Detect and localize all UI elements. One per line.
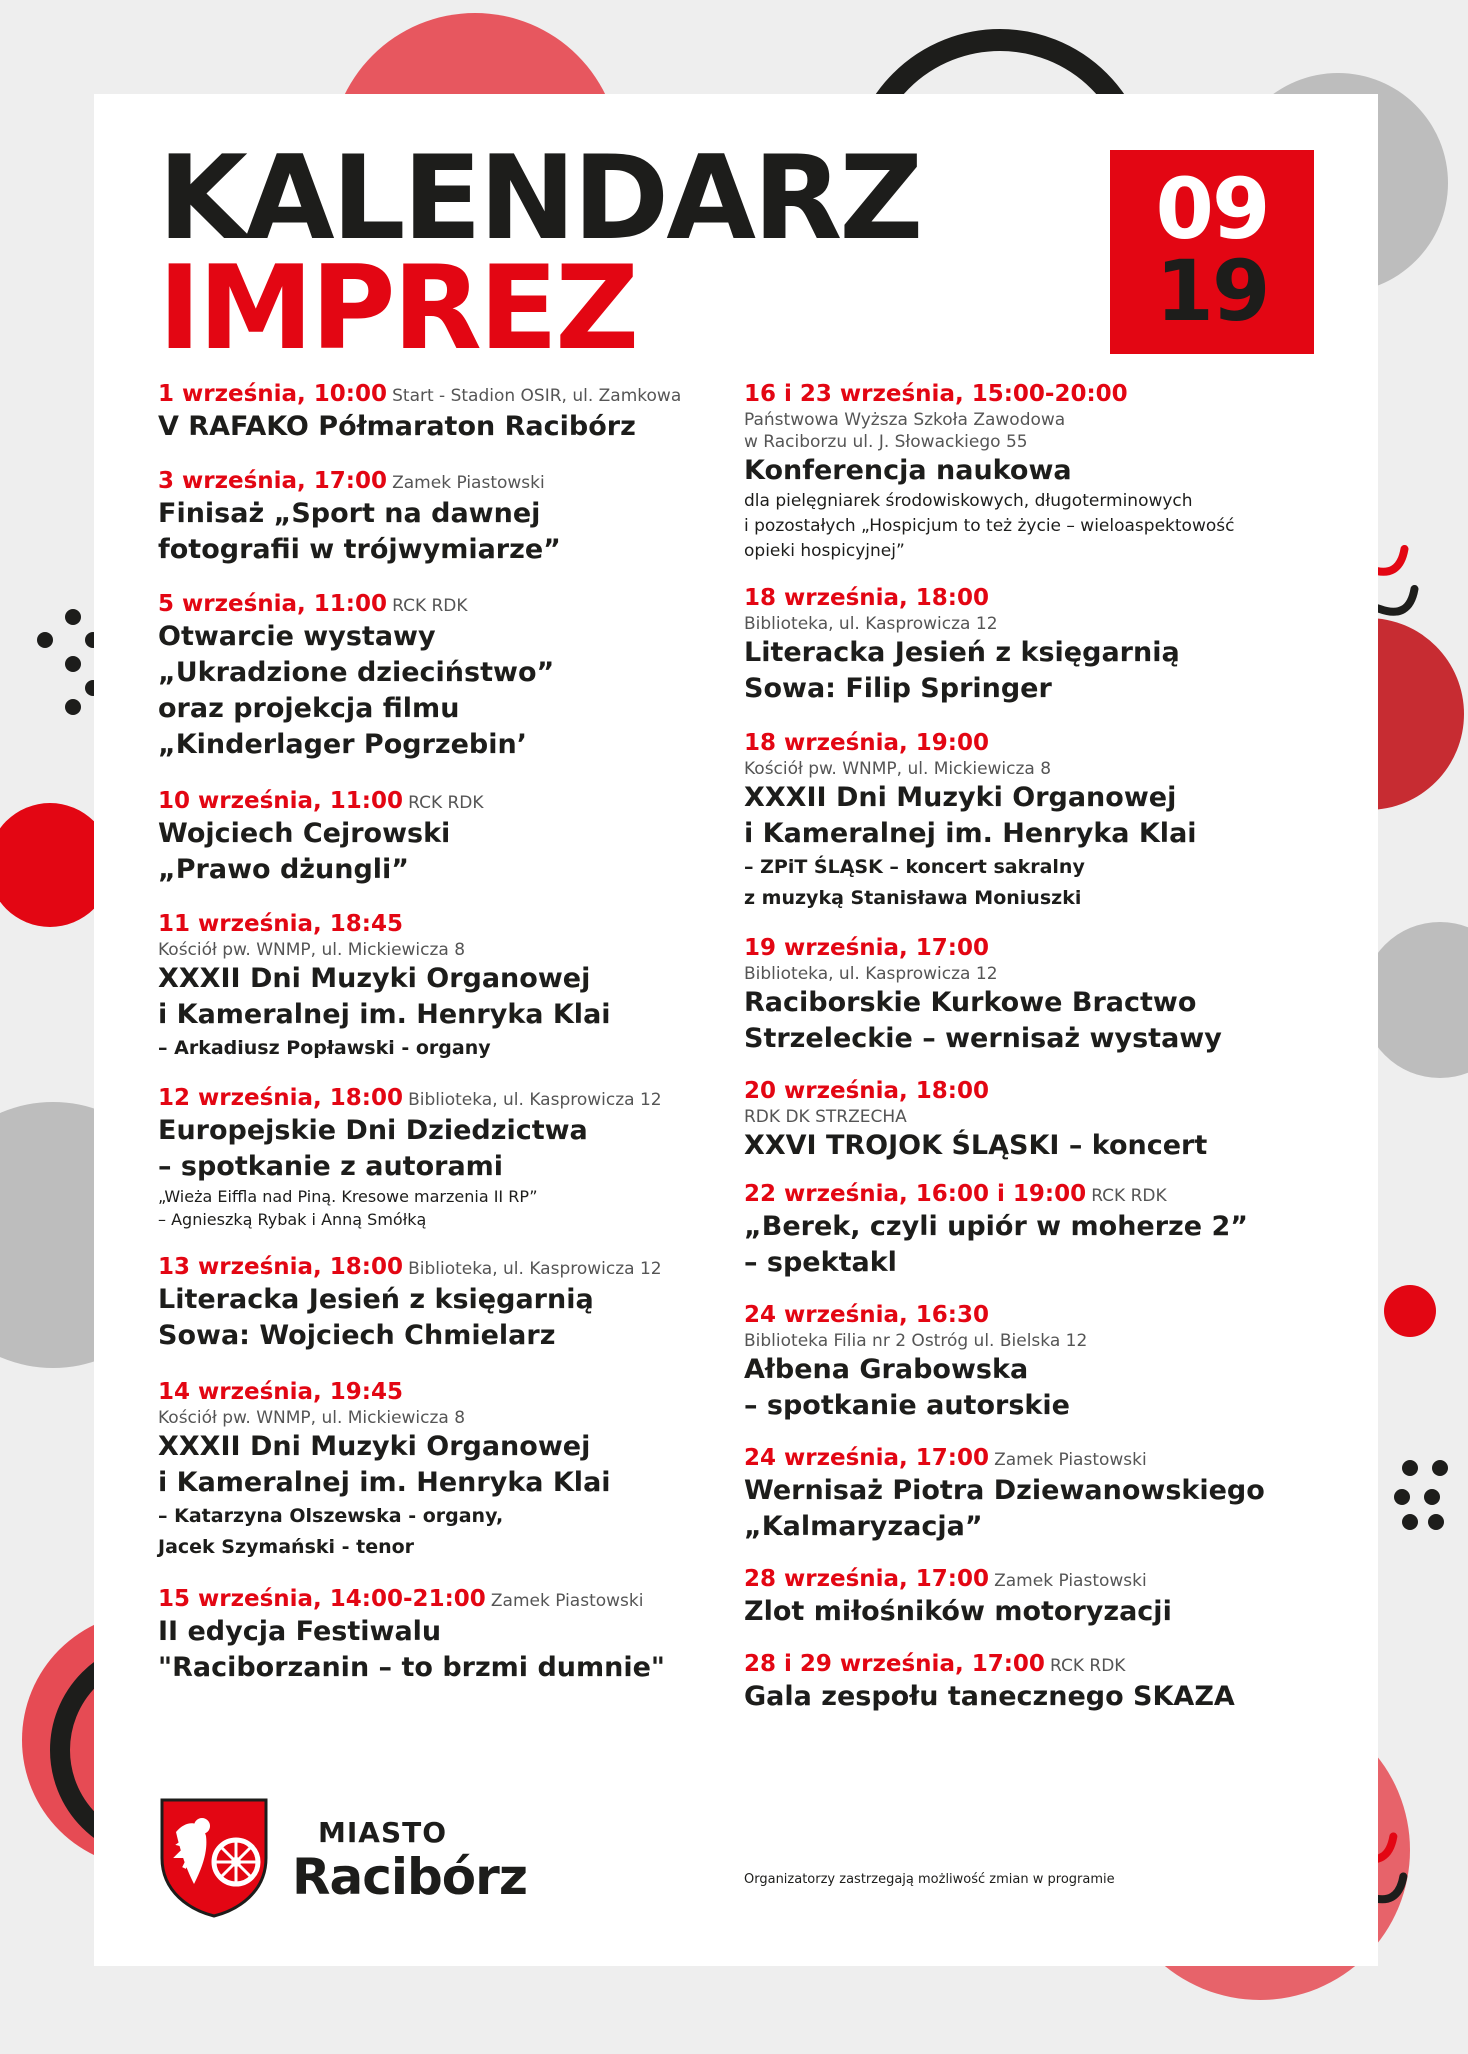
event-header — [744, 1077, 1324, 1106]
raciborz-coat-of-arms-icon — [158, 1796, 270, 1918]
event-title: XXXII Dni Muzyki Organowej i Kameralnej im. Henryka Klai — [158, 963, 611, 1030]
event-header — [744, 729, 1324, 758]
logo-line-2: Racibórz — [292, 1848, 527, 1906]
event-date: 16 i 23 września, 15:00-20:00 — [744, 381, 1128, 407]
event-date: 1 września, 10:00 — [158, 381, 388, 407]
event-header — [158, 910, 718, 939]
event-venue: Państwowa Wyższa Szkoła Zawodowa w Raciborzu ul. J. Słowackiego 55 — [744, 410, 1066, 452]
event-title: Literacka Jesień z księgarnią Sowa: Wojciech Chmielarz — [158, 1284, 594, 1351]
event-item — [744, 934, 1324, 1057]
event-item — [744, 1650, 1324, 1715]
event-title: XXVI TROJOK ŚLĄSKI – koncert — [744, 1130, 1208, 1161]
event-venue: Kościół pw. WNMP, ul. Mickiewicza 8 — [158, 940, 466, 960]
title-line-2: IMPREZ — [158, 241, 637, 376]
event-header — [744, 584, 1324, 613]
event-date: 22 września, 16:00 i 19:00 — [744, 1181, 1087, 1207]
event-header — [744, 934, 1324, 963]
event-date: 11 września, 18:45 — [158, 911, 404, 937]
event-venue: RCK RDK — [392, 596, 468, 616]
event-title: Europejskie Dni Dziedzictwa – spotkanie z autorami — [158, 1115, 588, 1182]
event-item — [158, 1378, 718, 1563]
event-item — [158, 1585, 718, 1686]
event-header — [158, 1585, 718, 1614]
event-subtitle: – Katarzyna Olszewska - organy, Jacek Szymański - tenor — [158, 1505, 504, 1558]
event-title: Konferencja naukowa — [744, 455, 1072, 486]
event-date: 12 września, 18:00 — [158, 1085, 404, 1111]
month-year-badge — [1110, 150, 1314, 354]
event-date: 14 września, 19:45 — [158, 1379, 404, 1405]
event-venue: Zamek Piastowski — [994, 1450, 1147, 1470]
event-header — [158, 787, 718, 816]
month: 09 — [1155, 160, 1269, 258]
event-header — [744, 1180, 1324, 1209]
event-header — [744, 1565, 1324, 1594]
event-date: 20 września, 18:00 — [744, 1078, 990, 1104]
event-header — [158, 1084, 718, 1113]
poster-card — [94, 94, 1378, 1966]
event-header — [744, 1650, 1324, 1679]
event-date: 18 września, 18:00 — [744, 585, 990, 611]
event-title: V RAFAKO Półmaraton Racibórz — [158, 411, 636, 442]
event-venue: Zamek Piastowski — [392, 473, 545, 493]
event-date: 3 września, 17:00 — [158, 468, 388, 494]
city-logo — [158, 1796, 558, 1916]
event-item — [744, 1444, 1324, 1545]
poster-title — [158, 131, 921, 376]
event-venue: RCK RDK — [1050, 1656, 1126, 1676]
event-date: 10 września, 11:00 — [158, 788, 404, 814]
event-title: „Berek, czyli upiór w moherze 2” – spektakl — [744, 1211, 1249, 1278]
event-date: 28 i 29 września, 17:00 — [744, 1651, 1045, 1677]
event-venue: Zamek Piastowski — [994, 1571, 1147, 1591]
event-date: 15 września, 14:00-21:00 — [158, 1586, 486, 1612]
event-item — [744, 729, 1324, 914]
event-item — [744, 1077, 1324, 1164]
event-item — [158, 1084, 718, 1231]
event-date: 19 września, 17:00 — [744, 935, 990, 961]
event-item — [744, 1301, 1324, 1424]
event-header — [158, 590, 718, 619]
event-title: XXXII Dni Muzyki Organowej i Kameralnej im. Henryka Klai — [744, 782, 1197, 849]
event-date: 13 września, 18:00 — [158, 1254, 404, 1280]
event-venue: RDK DK STRZECHA — [744, 1107, 907, 1127]
event-date: 18 września, 19:00 — [744, 730, 990, 756]
event-title: Wojciech Cejrowski „Prawo dżungli” — [158, 818, 451, 885]
event-item — [744, 584, 1324, 707]
event-header — [744, 1301, 1324, 1330]
event-header — [744, 380, 1324, 409]
event-header — [158, 1378, 718, 1407]
event-header — [158, 467, 718, 496]
event-title: Otwarcie wystawy „Ukradzione dzieciństwo” oraz projekcja filmu „Kinderlager Pogrzebin’ — [158, 621, 555, 760]
event-header — [744, 1444, 1324, 1473]
event-venue: Biblioteka Filia nr 2 Ostróg ul. Bielska 12 — [744, 1331, 1088, 1351]
event-title: Raciborskie Kurkowe Bractwo Strzeleckie – wernisaż wystawy — [744, 987, 1222, 1054]
event-venue: RCK RDK — [1091, 1186, 1167, 1206]
event-item — [744, 1565, 1324, 1630]
event-header — [158, 380, 718, 409]
year: 19 — [1155, 242, 1269, 340]
event-title: Literacka Jesień z księgarnią Sowa: Filip Springer — [744, 637, 1180, 704]
event-venue: Start - Stadion OSIR, ul. Zamkowa — [392, 386, 682, 406]
event-title: Gala zespołu tanecznego SKAZA — [744, 1681, 1235, 1712]
footer-note: Organizatorzy zastrzegają możliwość zmian w programie — [744, 1872, 1115, 1887]
event-title: XXXII Dni Muzyki Organowej i Kameralnej im. Henryka Klai — [158, 1431, 611, 1498]
event-venue: Biblioteka, ul. Kasprowicza 12 — [744, 614, 998, 634]
event-subtitle: – Arkadiusz Popławski - organy — [158, 1037, 491, 1059]
event-item — [158, 590, 718, 763]
event-date: 24 września, 16:30 — [744, 1302, 990, 1328]
event-title: Finisaż „Sport na dawnej fotografii w trójwymiarze” — [158, 498, 561, 565]
event-venue: Biblioteka, ul. Kasprowicza 12 — [408, 1259, 662, 1279]
event-description: dla pielęgniarek środowiskowych, długoterminowych i pozostałych „Hospicjum to też życie – wieloaspektowość opieki hospicyjnej” — [744, 491, 1235, 561]
event-venue: Kościół pw. WNMP, ul. Mickiewicza 8 — [744, 759, 1052, 779]
event-date: 5 września, 11:00 — [158, 591, 388, 617]
event-subtitle: „Wieża Eiffla nad Piną. Kresowe marzenia II RP” – Agnieszką Rybak i Anną Smółką — [158, 1187, 538, 1229]
event-date: 24 września, 17:00 — [744, 1445, 990, 1471]
title-line-1: KALENDARZ — [158, 131, 921, 266]
event-item — [744, 380, 1324, 564]
event-venue: RCK RDK — [408, 793, 484, 813]
event-item — [158, 910, 718, 1064]
event-title: Zlot miłośników motoryzacji — [744, 1596, 1172, 1627]
event-subtitle: – ZPiT ŚLĄSK – koncert sakralny z muzyką Stanisława Moniuszki — [744, 856, 1085, 909]
event-item — [158, 467, 718, 568]
event-title: Wernisaż Piotra Dziewanowskiego „Kalmaryzacja” — [744, 1475, 1265, 1542]
event-venue: Zamek Piastowski — [490, 1591, 644, 1611]
event-venue: Biblioteka, ul. Kasprowicza 12 — [408, 1090, 662, 1110]
event-venue: Biblioteka, ul. Kasprowicza 12 — [744, 964, 998, 984]
left-event-column — [158, 380, 718, 1686]
event-item — [744, 1180, 1324, 1281]
right-event-column — [744, 380, 1324, 1715]
event-item — [158, 1253, 718, 1354]
event-item — [158, 787, 718, 888]
event-header — [158, 1253, 718, 1282]
event-title: II edycja Festiwalu "Raciborzanin – to brzmi dumnie" — [158, 1616, 666, 1683]
logo-line-1: MIASTO — [318, 1816, 448, 1849]
event-venue: Kościół pw. WNMP, ul. Mickiewicza 8 — [158, 1408, 466, 1428]
event-date: 28 września, 17:00 — [744, 1566, 990, 1592]
event-title: Ałbena Grabowska – spotkanie autorskie — [744, 1354, 1070, 1421]
event-item — [158, 380, 718, 445]
